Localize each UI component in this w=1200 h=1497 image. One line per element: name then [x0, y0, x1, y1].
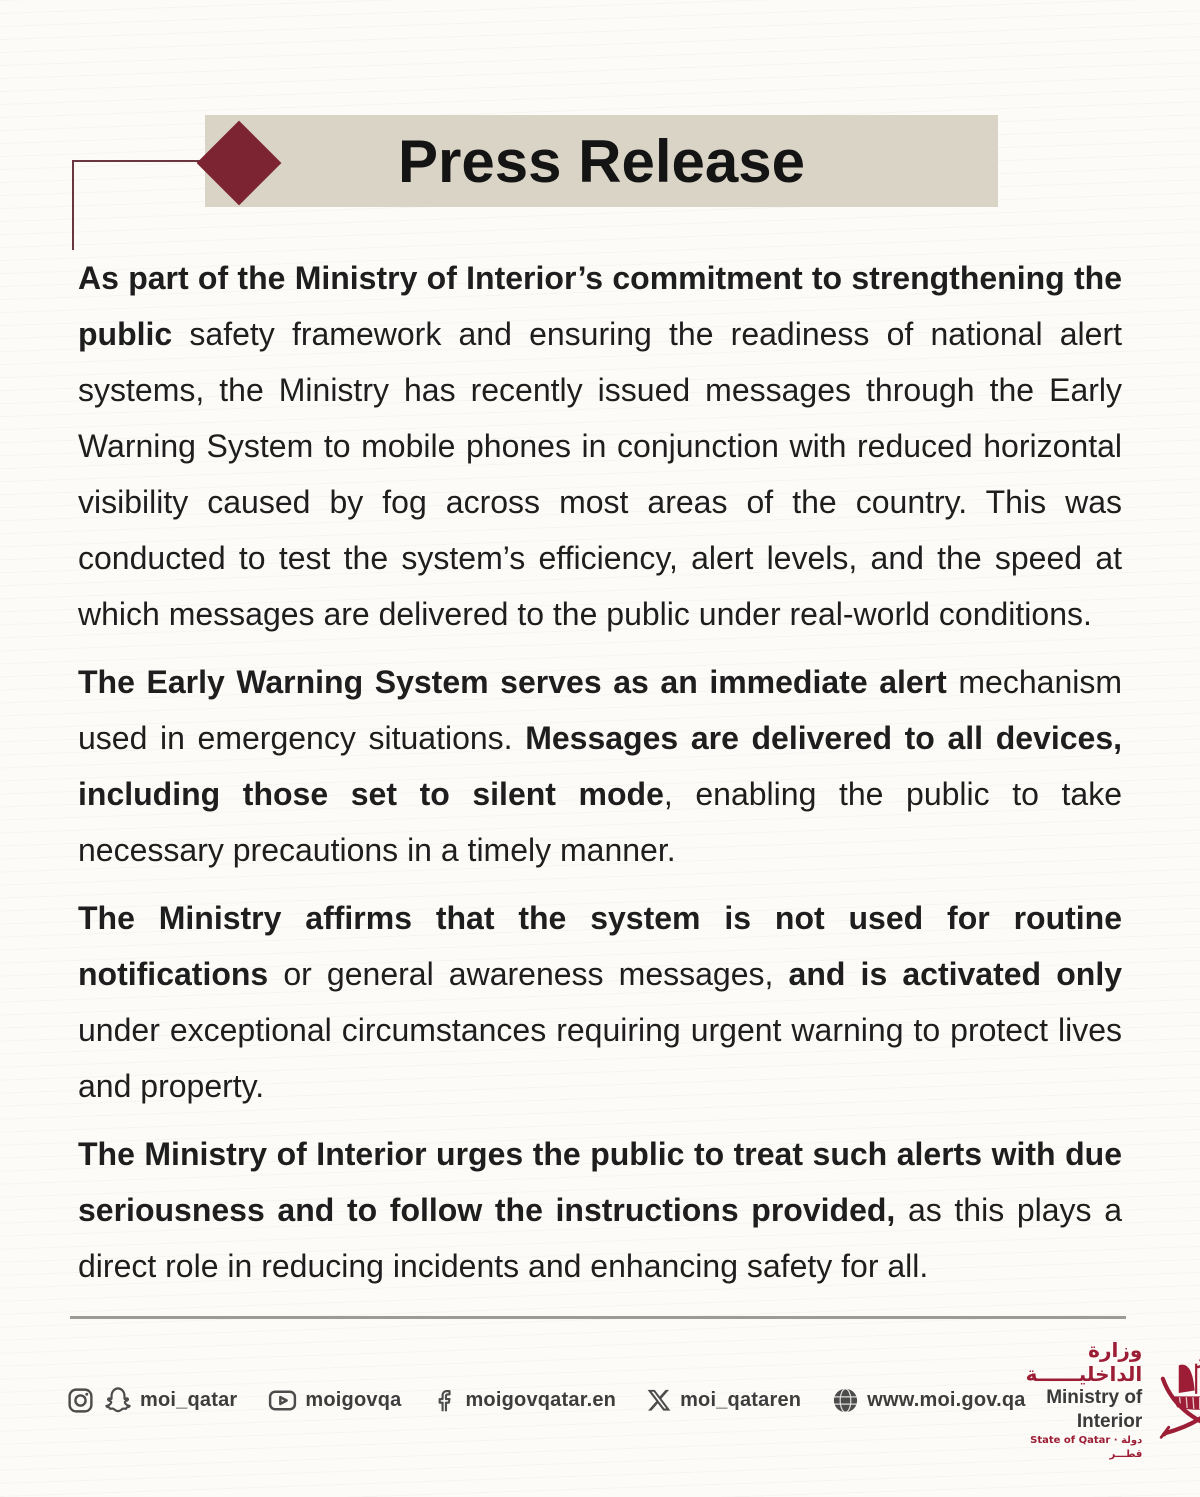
social-item-instagram-snapchat[interactable] [66, 1385, 237, 1416]
title-band [205, 115, 998, 207]
social-handle: moigovqa [305, 1388, 402, 1411]
social-handle: moi_qataren [680, 1388, 802, 1411]
social-handle: moi_qatar [140, 1388, 238, 1411]
corner-line-vertical [72, 160, 74, 250]
paragraph-3: The Ministry affirms that the system is not used for routine notifications or general awareness messages, and is activated only under exceptional circumstances requiring urgent warning to protect lives and property. [78, 900, 1122, 1104]
footer-divider [70, 1316, 1126, 1319]
youtube-icon [267, 1385, 298, 1416]
facebook-icon [431, 1387, 458, 1414]
corner-line-horizontal [72, 160, 204, 162]
paragraph-4: The Ministry of Interior urges the public to treat such alerts with due seriousness and to follow the instructions provided, as this plays a direct role in reducing incidents and enhancing safety for all. [78, 1136, 1122, 1284]
moi-emblem-icon [1152, 1352, 1200, 1449]
social-item-website[interactable] [831, 1386, 1025, 1415]
moi-logo-text [1026, 1338, 1143, 1462]
moi-english-name: Ministry of Interior [1046, 1387, 1143, 1432]
x-icon [646, 1387, 673, 1414]
social-links [66, 1385, 1026, 1416]
moi-arabic-name: وزارة الداخليــــــة [1025, 1338, 1143, 1386]
moi-tagline: State of Qatar · دولة قطـــر [1030, 1435, 1143, 1460]
globe-icon [831, 1386, 860, 1415]
social-item-facebook[interactable] [431, 1387, 616, 1414]
page-title: Press Release [398, 127, 805, 195]
social-handle: moigovqatar.en [465, 1388, 617, 1411]
header [0, 0, 1200, 250]
social-item-youtube[interactable] [267, 1385, 401, 1416]
social-item-x[interactable] [646, 1387, 801, 1414]
paragraph-1: As part of the Ministry of Interior’s commitment to strengthening the public safety framework and ensuring the readiness of national alert systems, the Ministry has recently issued messages through the Early Warning System to mobile phones in conjunction with reduced horizontal visibility caused by fog across most areas of the country. This was conducted to test the system’s efficiency, alert levels, and the speed at which messages are delivered to the public under real-world conditions. [78, 260, 1122, 632]
footer [66, 1338, 1148, 1460]
paragraph-2: The Early Warning System serves as an immediate alert mechanism used in emergency situations. Messages are delivered to all devices, including those set to silent mode, enabling the public to take necessary precautions in a timely manner. [78, 664, 1123, 868]
instagram-icon [66, 1386, 95, 1415]
website-url: www.moi.gov.qa [867, 1388, 1026, 1411]
snapchat-icon [102, 1385, 133, 1416]
moi-logo [1026, 1338, 1200, 1462]
press-release-body [78, 250, 1122, 1294]
